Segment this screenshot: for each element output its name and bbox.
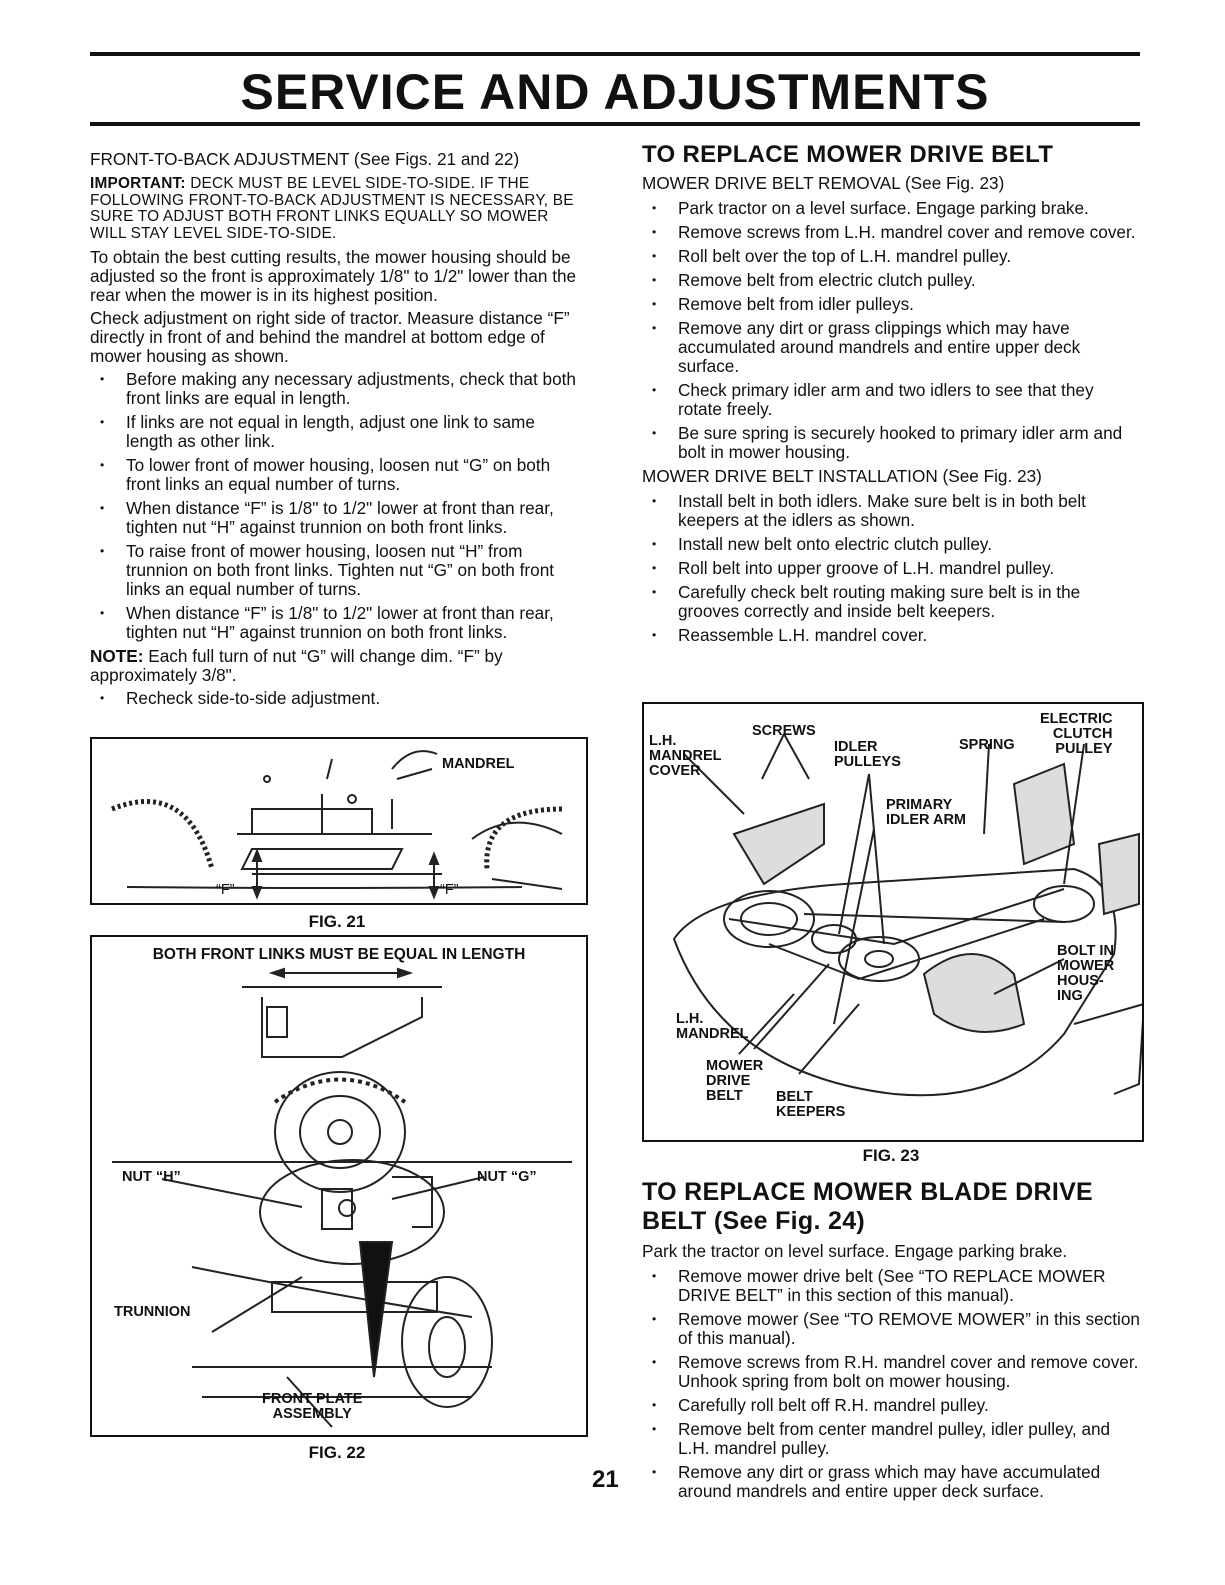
heading-replace-blade-belt: TO REPLACE MOWER BLADE DRIVE BELT (See Fig. 24) (642, 1178, 1094, 1235)
label-front-plate: FRONT PLATE ASSEMBLY (262, 1391, 363, 1422)
fig21-caption: FIG. 21 (308, 912, 366, 931)
removal-heading: MOWER DRIVE BELT REMOVAL (See Fig. 23) (642, 173, 1005, 193)
label-primary-idler-arm: PRIMARY IDLER ARM (886, 797, 967, 828)
page-number: 21 (592, 1466, 619, 1493)
label-f-right: “F” (440, 882, 459, 898)
label-mower-drive-belt: MOWER DRIVE BELT (706, 1058, 764, 1104)
label-trunnion: TRUNNION (114, 1304, 191, 1320)
removal-steps (642, 199, 1142, 462)
page-title: SERVICE AND ADJUSTMENTS (240, 64, 990, 120)
list-item: • Be sure spring is securely hooked to primary idler arm and bolt in mower housing. (642, 424, 1142, 462)
list-item: • When distance “F” is 1/8" to 1/2" lower at front than rear, tighten nut “H” against trunnion on both front links. (90, 604, 586, 642)
list-item: • Carefully check belt routing making sure belt is in the grooves correctly and inside belt keepers. (642, 583, 1142, 621)
front-to-back-heading: FRONT-TO-BACK ADJUSTMENT (See Figs. 21 and 22) (90, 149, 520, 169)
install-steps (642, 492, 1142, 645)
important-notice (90, 176, 586, 242)
list-item: • Remove belt from electric clutch pulley. (642, 271, 1142, 290)
heading-replace-drive-belt: TO REPLACE MOWER DRIVE BELT (642, 141, 1054, 168)
list-item: • Park tractor on a level surface. Engage parking brake. (642, 199, 1142, 218)
label-spring: SPRING (959, 737, 1015, 753)
list-item: • Recheck side-to-side adjustment. (90, 689, 586, 708)
blade-belt-section (642, 1176, 1142, 1506)
list-item: • Install new belt onto electric clutch pulley. (642, 535, 1142, 554)
top-rule (90, 52, 1140, 56)
paragraph-check-adjustment: Check adjustment on right side of tractor. Measure distance “F” directly in front of and behind the mandrel at bottom edge of mower housing as shown. (90, 308, 570, 366)
list-item: • Carefully roll belt off R.H. mandrel pulley. (642, 1396, 1142, 1415)
list-item: • Check primary idler arm and two idlers to see that they rotate freely. (642, 381, 1142, 419)
blade-belt-steps (642, 1267, 1142, 1501)
list-item: • Roll belt into upper groove of L.H. mandrel pulley. (642, 559, 1142, 578)
label-lh-mandrel-cover: L.H. MANDREL COVER (649, 733, 722, 779)
note (90, 647, 586, 685)
list-item: • Remove any dirt or grass clippings which may have accumulated around mandrels and entire upper deck surface. (642, 319, 1142, 376)
fig22-caption: FIG. 22 (308, 1443, 366, 1462)
front-link-illustration (92, 937, 586, 1435)
title-underline (90, 122, 1140, 126)
figure-22 (90, 935, 588, 1437)
recheck-steps (90, 689, 586, 708)
list-item: • Remove screws from L.H. mandrel cover and remove cover. (642, 223, 1142, 242)
adjustment-steps (90, 370, 586, 642)
list-item: • Roll belt over the top of L.H. mandrel pulley. (642, 247, 1142, 266)
figure-23 (642, 702, 1144, 1142)
list-item: • If links are not equal in length, adjust one link to same length as other link. (90, 413, 586, 451)
important-text: DECK MUST BE LEVEL SIDE-TO-SIDE. IF THE FOLLOWING FRONT-TO-BACK ADJUSTMENT IS NECESSARY, BE SURE TO ADJUST BOTH FRONT LINKS EQUALLY SO MOWER WILL STAY LEVEL SIDE-TO-SIDE. (90, 175, 574, 242)
list-item: • Remove any dirt or grass which may have accumulated around mandrels and entire upper deck surface. (642, 1463, 1142, 1501)
label-nut-g: NUT “G” (477, 1169, 537, 1185)
list-item: • Remove mower (See “TO REMOVE MOWER” in this section of this manual). (642, 1310, 1142, 1348)
label-electric-clutch-pulley: ELECTRIC CLUTCH PULLEY (1040, 711, 1113, 757)
figure-21 (90, 737, 588, 905)
label-belt-keepers: BELT KEEPERS (776, 1089, 846, 1120)
label-f-left: “F” (216, 882, 235, 898)
label-lh-mandrel: L.H. MANDREL (676, 1011, 749, 1042)
install-heading: MOWER DRIVE BELT INSTALLATION (See Fig. 23) (642, 466, 1042, 486)
blade-intro: Park the tractor on level surface. Engage parking brake. (642, 1241, 1068, 1261)
label-idler-pulleys: IDLER PULLEYS (834, 739, 901, 770)
list-item: • To lower front of mower housing, loosen nut “G” on both front links an equal number of turns. (90, 456, 586, 494)
note-label: NOTE: (90, 646, 144, 666)
list-item: • Reassemble L.H. mandrel cover. (642, 626, 1142, 645)
label-nut-h: NUT “H” (122, 1169, 181, 1185)
fig23-caption: FIG. 23 (862, 1146, 920, 1165)
left-column (90, 140, 586, 713)
right-column (642, 140, 1142, 650)
important-label: IMPORTANT: (90, 175, 186, 192)
label-bolt-in-mower-housing: BOLT IN MOWER HOUS- ING (1057, 943, 1115, 1004)
list-item: • When distance “F” is 1/8" to 1/2" lower at front than rear, tighten nut “H” against trunnion on both front links. (90, 499, 586, 537)
list-item: • To raise front of mower housing, loosen nut “H” from trunnion on both front links. Tighten nut “G” on both front links an equal number of turns. (90, 542, 586, 599)
list-item: • Remove belt from center mandrel pulley, idler pulley, and L.H. mandrel pulley. (642, 1420, 1142, 1458)
note-text: Each full turn of nut “G” will change dim. “F” by approximately 3/8". (90, 646, 503, 685)
paragraph-cutting-results: To obtain the best cutting results, the mower housing should be adjusted so the front is approximately 1/8" to 1/2" lower than the rear when the mower is in its highest position. (90, 247, 577, 305)
label-screws: SCREWS (752, 723, 816, 739)
banner-equal-length: BOTH FRONT LINKS MUST BE EQUAL IN LENGTH (152, 946, 526, 963)
list-item: • Remove screws from R.H. mandrel cover and remove cover. Unhook spring from bolt on mower housing. (642, 1353, 1142, 1391)
list-item: • Install belt in both idlers. Make sure belt is in both belt keepers at the idlers as shown. (642, 492, 1142, 530)
list-item: • Remove belt from idler pulleys. (642, 295, 1142, 314)
list-item: • Remove mower drive belt (See “TO REPLACE MOWER DRIVE BELT” in this section of this manual). (642, 1267, 1142, 1305)
list-item: • Before making any necessary adjustments, check that both front links are equal in length. (90, 370, 586, 408)
label-mandrel: MANDREL (442, 756, 515, 772)
